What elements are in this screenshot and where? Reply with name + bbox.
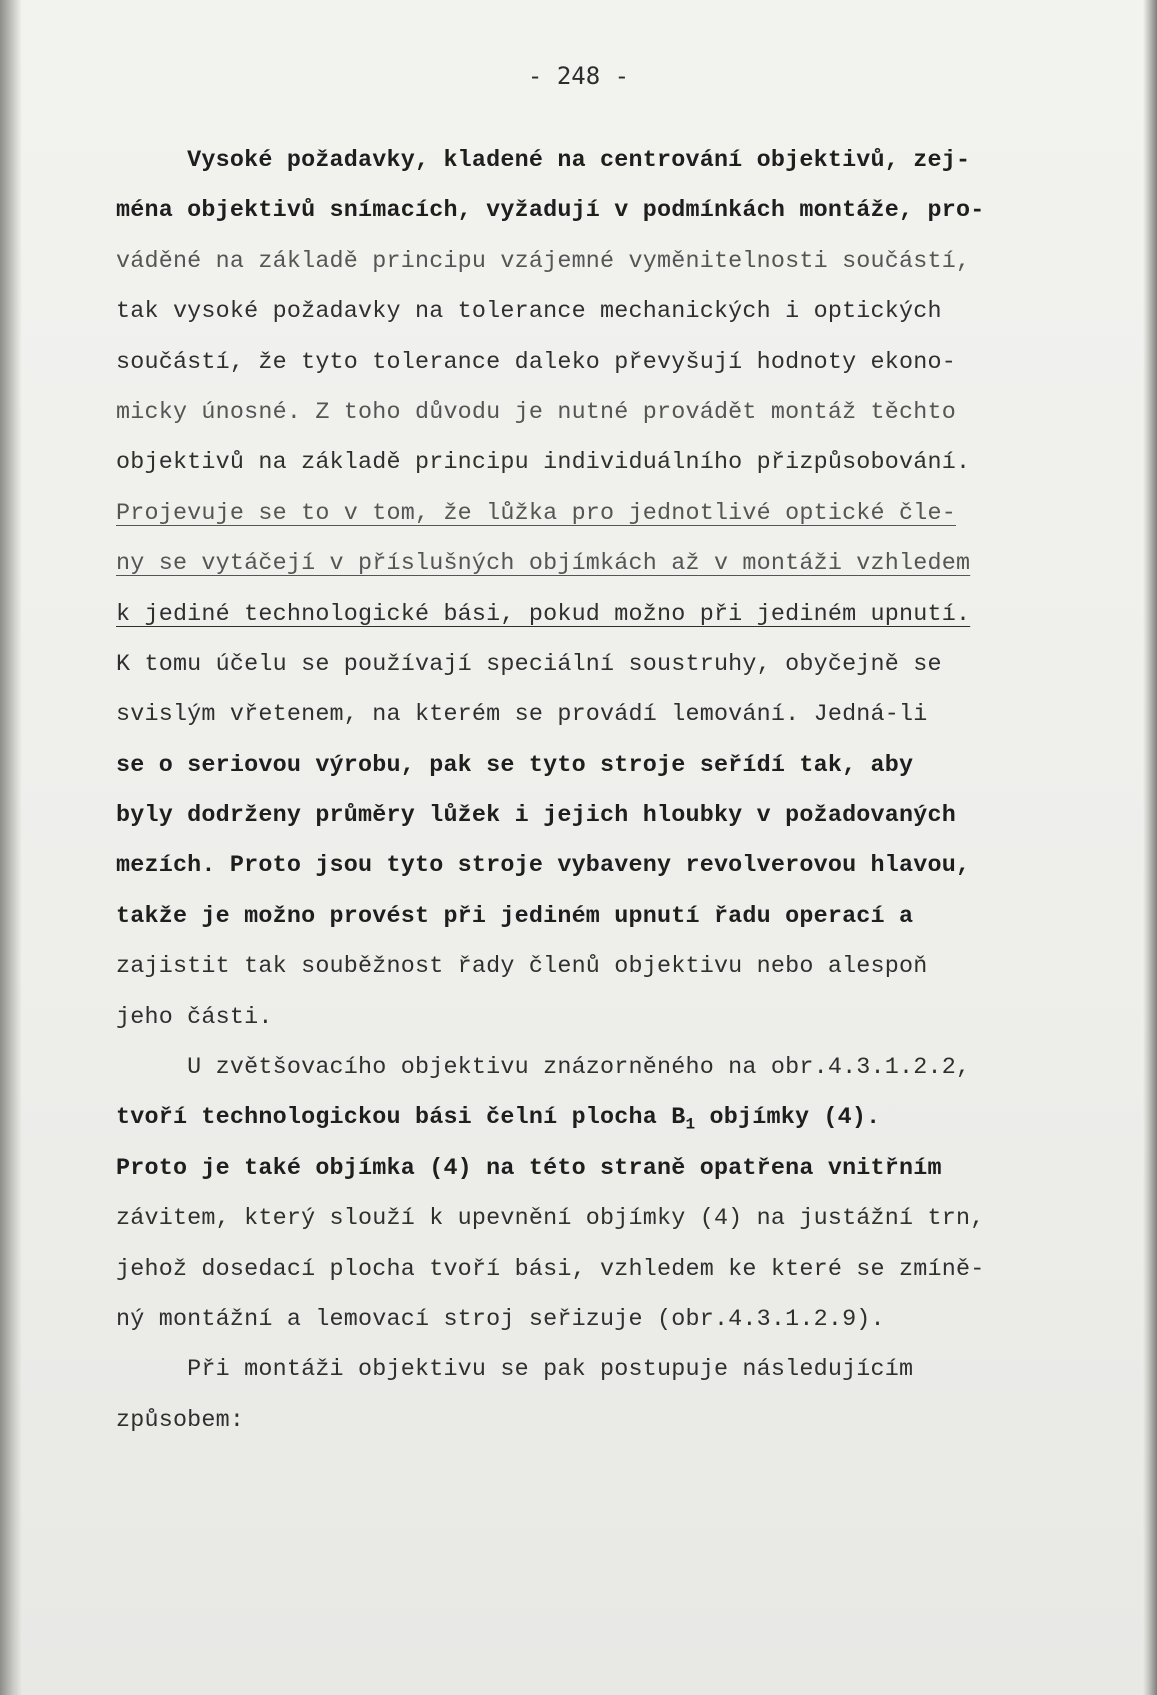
page-number: - 248 - bbox=[527, 62, 630, 90]
text-line: tak vysoké požadavky na tolerance mechanických i optických bbox=[116, 299, 942, 326]
text-line: Proto je také objímka (4) na této straně opatřena vnitřním bbox=[116, 1155, 942, 1182]
text-line: se o seriovou výrobu, pak se tyto stroje seřídí tak, aby bbox=[116, 752, 914, 779]
text-line: ny se vytáčejí v příslušných objímkách až v montáži vzhledem bbox=[116, 551, 971, 578]
scan-left-edge bbox=[0, 0, 22, 1695]
text-line: byly dodrženy průměry lůžek i jejich hloubky v požadovaných bbox=[116, 803, 956, 830]
text-line: způsobem: bbox=[116, 1407, 245, 1434]
text-line: svislým vřetenem, na kterém se provádí lemování. Jedná-li bbox=[116, 702, 928, 729]
text-line: jeho části. bbox=[116, 1004, 273, 1031]
text-line: ména objektivů snímacích, vyžadují v podmínkách montáže, pro- bbox=[116, 198, 985, 225]
text-line: zajistit tak souběžnost řady členů objektivu nebo alespoň bbox=[116, 954, 928, 981]
text-segment: objímky (4). bbox=[695, 1105, 881, 1132]
text-line: k jediné technologické bási, pokud možno při jediném upnutí. bbox=[116, 601, 971, 628]
text-line: mezích. Proto jsou tyto stroje vybaveny revolverovou hlavou, bbox=[116, 853, 971, 880]
text-line: takže je možno provést při jediném upnutí řadu operací a bbox=[116, 903, 914, 930]
scan-right-edge bbox=[1143, 0, 1157, 1695]
text-line-with-subscript bbox=[116, 1093, 1036, 1143]
body-text bbox=[116, 136, 1036, 1446]
text-line: objektivů na základě principu individuálního přizpůsobování. bbox=[116, 450, 971, 477]
text-line: Vysoké požadavky, kladené na centrování objektivů, zej- bbox=[116, 148, 971, 174]
text-line: závitem, který slouží k upevnění objímky (4) na justážní trn, bbox=[116, 1206, 985, 1233]
text-segment: tvoří technologickou bási čelní plocha B bbox=[116, 1105, 686, 1132]
subscript: 1 bbox=[685, 1116, 696, 1135]
text-line: jehož dosedací plocha tvoří bási, vzhledem ke které se zmíně- bbox=[116, 1256, 985, 1283]
text-line: micky únosné. Z toho důvodu je nutné provádět montáž těchto bbox=[116, 399, 956, 426]
text-line: ný montážní a lemovací stroj seřizuje (obr.4.3.1.2.9). bbox=[116, 1306, 885, 1333]
text-line: Při montáži objektivu se pak postupuje následujícím bbox=[116, 1357, 914, 1384]
text-line: součástí, že tyto tolerance daleko převyšují hodnoty ekono- bbox=[116, 349, 956, 376]
text-line: Projevuje se to v tom, že lůžka pro jednotlivé optické čle- bbox=[116, 500, 956, 527]
text-line: váděné na základě principu vzájemné vyměnitelnosti součástí, bbox=[116, 248, 971, 275]
text-line: U zvětšovacího objektivu znázorněného na obr.4.3.1.2.2, bbox=[116, 1055, 971, 1082]
text-line: K tomu účelu se používají speciální soustruhy, obyčejně se bbox=[116, 651, 942, 678]
